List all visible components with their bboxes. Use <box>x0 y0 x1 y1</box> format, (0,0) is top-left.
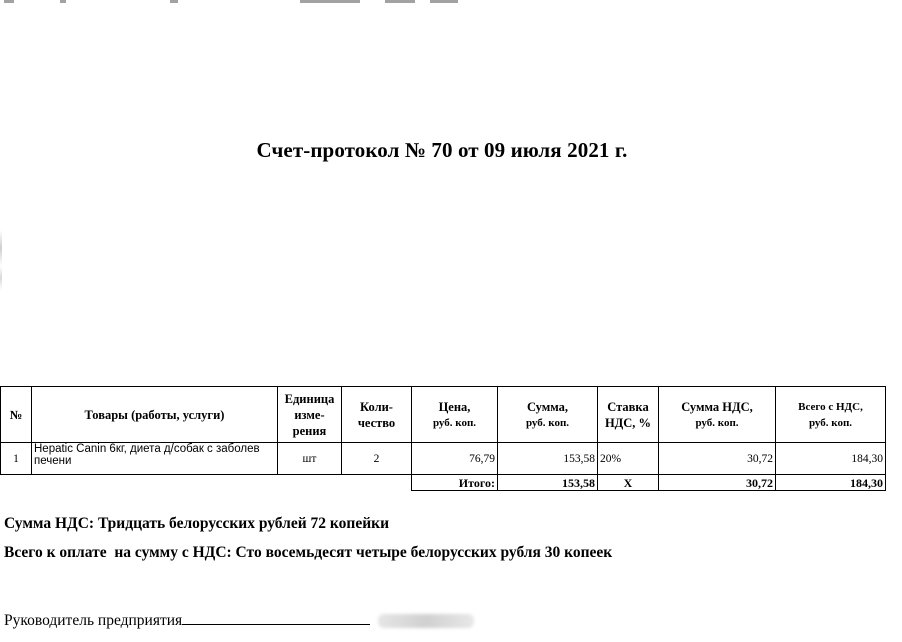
header-vat-sum-line1: Сумма НДС, <box>681 399 753 414</box>
totals-empty-cell <box>342 475 412 491</box>
invoice-table <box>0 386 886 491</box>
header-total-with-vat <box>776 387 886 443</box>
totals-total: 184,30 <box>776 475 886 491</box>
totals-sum: 153,58 <box>498 475 598 491</box>
totals-label: Итого: <box>412 475 498 491</box>
row-price: 76,79 <box>412 443 498 475</box>
signature-line <box>182 610 370 625</box>
header-quantity-line1: Коли- <box>360 399 393 414</box>
header-vat-rate-line1: Ставка <box>607 399 649 414</box>
header-quantity-line2: чество <box>357 415 396 430</box>
row-unit: шт <box>278 443 342 475</box>
header-unit-line1: Единица <box>284 391 335 406</box>
row-vat-sum: 30,72 <box>659 443 776 475</box>
scan-margin-marks <box>0 230 2 290</box>
header-vat-rate-line2: НДС, % <box>604 415 652 430</box>
row-goods-line1: Hepatic Canin 6кг, диета д/собак с заболев <box>34 443 260 455</box>
row-quantity: 2 <box>342 443 412 475</box>
cropped-header-remnant <box>0 0 902 3</box>
header-unit-line2: изме- <box>294 407 325 422</box>
row-goods-line2: печени <box>34 455 72 467</box>
header-number: № <box>1 387 32 443</box>
redacted-name <box>378 614 474 628</box>
row-sum: 153,58 <box>498 443 598 475</box>
totals-empty-cell <box>1 475 32 491</box>
header-vat-sum <box>659 387 776 443</box>
row-goods <box>32 443 278 475</box>
header-sum-line2: руб. коп. <box>525 416 570 429</box>
header-unit-line3: рения <box>292 423 327 438</box>
table-row <box>1 443 886 475</box>
header-vat-sum-line2: руб. коп. <box>695 416 739 429</box>
totals-row <box>1 475 886 491</box>
header-price-line2: руб. коп. <box>432 416 477 429</box>
row-number: 1 <box>1 443 32 475</box>
header-quantity <box>342 387 412 443</box>
table-header-row <box>1 387 886 443</box>
header-sum <box>498 387 598 443</box>
header-vat-rate <box>598 387 659 443</box>
row-vat-rate: 20% <box>598 443 659 475</box>
totals-empty-cell <box>32 475 278 491</box>
header-price-line1: Цена, <box>438 399 471 414</box>
totals-vat-rate: X <box>598 475 659 491</box>
header-sum-line1: Сумма, <box>526 399 569 414</box>
header-price <box>412 387 498 443</box>
total-amount-in-words: Всего к оплате на сумму с НДС: Сто восемьдесят четыре белорусских рубля 30 копеек <box>4 544 613 561</box>
header-total-line2: руб. коп. <box>808 416 853 429</box>
header-goods: Товары (работы, услуги) <box>32 387 278 443</box>
header-total-line1: Всего с НДС, <box>798 400 863 413</box>
totals-vat-sum: 30,72 <box>659 475 776 491</box>
totals-empty-cell <box>278 475 342 491</box>
vat-amount-in-words: Сумма НДС: Тридцать белорусских рублей 72 копейки <box>4 515 390 532</box>
signature-block <box>4 610 474 630</box>
header-unit <box>278 387 342 443</box>
signature-label: Руководитель предприятия <box>4 612 183 629</box>
row-total: 184,30 <box>776 443 886 475</box>
document-title: Счет-протокол № 70 от 09 июля 2021 г. <box>256 138 628 162</box>
